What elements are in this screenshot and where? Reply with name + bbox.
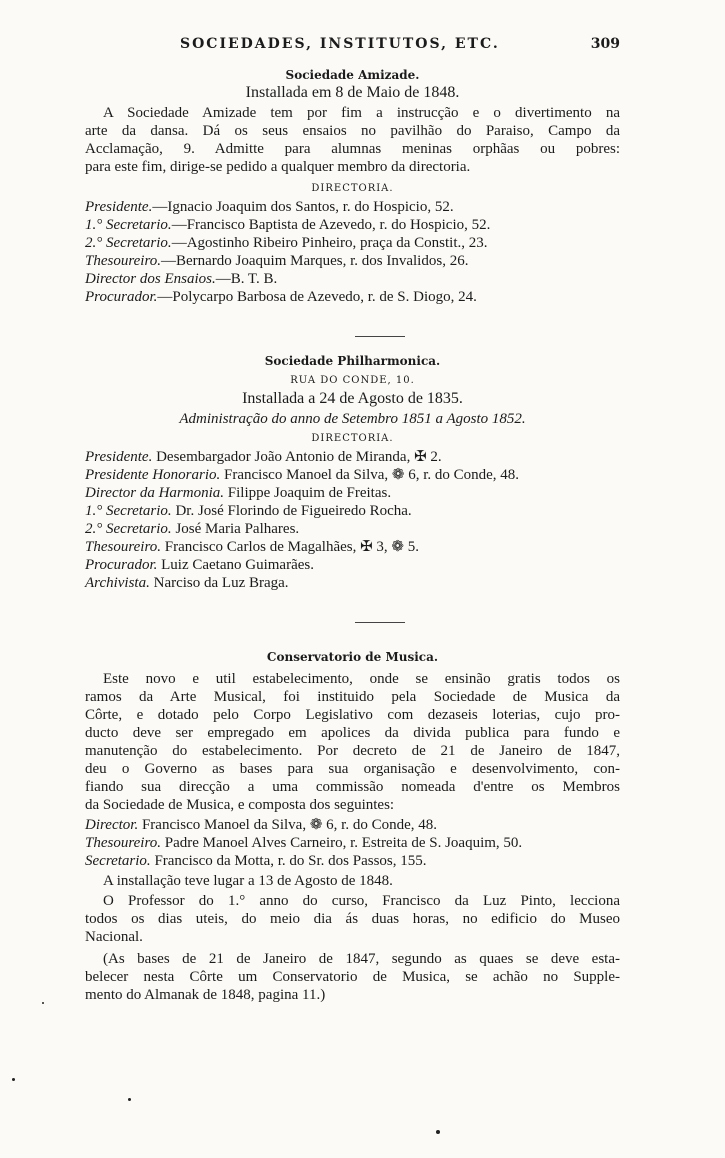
member-role: Archivista. <box>85 575 150 591</box>
philharmonica-member-row <box>85 502 620 520</box>
member-role: Presidente. <box>85 199 153 215</box>
member-role: Director da Harmonia. <box>85 485 225 501</box>
philharmonica-member-row <box>85 538 620 556</box>
amizade-directoria-label: DIRECTORIA. <box>311 183 394 194</box>
conservatorio-para-line: ducto deve ser empregado em apolices da divida publica para fundo e <box>85 725 620 741</box>
conservatorio-para-line: ramos da Arte Musical, foi instituido pela Sociedade de Musica da <box>85 689 620 705</box>
amizade-para-line: A Sociedade Amizade tem por fim a instrucção e o divertimento na <box>103 105 620 121</box>
amizade-member-row <box>85 234 620 252</box>
member-text: —B. T. B. <box>215 271 278 287</box>
conservatorio-professor-line: Nacional. <box>85 929 143 945</box>
member-text: José Maria Palhares. <box>175 521 300 537</box>
member-role: 1.° Secretario. <box>85 217 172 233</box>
section-divider <box>355 336 405 337</box>
conservatorio-installation: A installação teve lugar a 13 de Agosto de 1848. <box>103 873 393 889</box>
conservatorio-note-line: mento do Almanak de 1848, pagina 11.) <box>85 987 326 1003</box>
amizade-member-row <box>85 216 620 234</box>
philharmonica-administration: Administração do anno de Setembro 1851 a Agosto 1852. <box>179 411 526 427</box>
member-text: —Francisco Baptista de Azevedo, r. do Hospicio, 52. <box>171 217 491 233</box>
ink-speck <box>12 1078 15 1081</box>
member-text: Francisco Manoel da Silva, ❁ 6, r. do Conde, 48. <box>141 817 437 833</box>
conservatorio-member-row <box>85 852 620 870</box>
member-role: 2.° Secretario. <box>85 235 172 251</box>
member-role: Thesoureiro. <box>85 253 161 269</box>
conservatorio-para-line: Côrte, e dotado pelo Corpo Legislativo com dezaseis loterias, cujo pro- <box>85 707 620 723</box>
section-divider <box>355 622 405 623</box>
conservatorio-note-line: belecer nesta Côrte um Conservatorio de Musica, se achão no Supple- <box>85 969 620 985</box>
member-text: —Agostinho Ribeiro Pinheiro, praça da Constit., 23. <box>171 235 488 251</box>
member-text: Dr. José Florindo de Figueiredo Rocha. <box>175 503 412 519</box>
amizade-para-line: Acclamação, 9. Admitte para alumnas meninas orphãas ou pobres: <box>85 141 620 157</box>
philharmonica-member-row <box>85 574 620 592</box>
member-role: Director. <box>85 817 139 833</box>
philharmonica-member-row <box>85 484 620 502</box>
member-text: —Bernardo Joaquim Marques, r. dos Invalidos, 26. <box>160 253 469 269</box>
member-text: Francisco Manoel da Silva, ❁ 6, r. do Conde, 48. <box>224 467 520 483</box>
philharmonica-member-row <box>85 520 620 538</box>
member-role: Presidente. <box>85 449 153 465</box>
amizade-installed: Installada em 8 de Maio de 1848. <box>245 84 460 101</box>
philharmonica-member-row <box>85 448 620 466</box>
philharmonica-member-row <box>85 466 620 484</box>
philharmonica-installed: Installada a 24 de Agosto de 1835. <box>242 390 463 407</box>
member-text: —Ignacio Joaquim dos Santos, r. do Hospicio, 52. <box>152 199 454 215</box>
philharmonica-directoria-label: DIRECTORIA. <box>311 433 394 444</box>
amizade-para-line: para este fim, dirige-se pedido a qualquer membro da directoria. <box>85 159 471 175</box>
conservatorio-member-row <box>85 816 620 834</box>
amizade-para-line: arte da dansa. Dá os seus ensaios no pavilhão do Paraiso, Campo da <box>85 123 620 139</box>
member-role: Thesoureiro. <box>85 835 161 851</box>
member-role: Procurador. <box>85 289 158 305</box>
member-text: Luiz Caetano Guimarães. <box>161 557 314 573</box>
member-role: Director dos Ensaios. <box>85 271 216 287</box>
ink-speck <box>436 1130 440 1134</box>
amizade-member-row <box>85 252 620 270</box>
member-text: Francisco da Motta, r. do Sr. dos Passos, 155. <box>154 853 427 869</box>
member-text: —Polycarpo Barbosa de Azevedo, r. de S. Diogo, 24. <box>157 289 477 305</box>
conservatorio-para-line: fiando sua direcção a uma commissão nomeada d'entre os Membros <box>85 779 620 795</box>
conservatorio-professor-line: todos os dias uteis, do meio dia ás duas horas, no edificio do Museo <box>85 911 620 927</box>
amizade-member-row <box>85 270 620 288</box>
member-role: Thesoureiro. <box>85 539 161 555</box>
conservatorio-member-row <box>85 834 620 852</box>
philharmonica-address: RUA DO CONDE, 10. <box>290 375 415 386</box>
conservatorio-professor-line: O Professor do 1.° anno do curso, Francisco da Luz Pinto, lecciona <box>103 893 620 909</box>
member-role: 2.° Secretario. <box>85 521 172 537</box>
member-text: Padre Manoel Alves Carneiro, r. Estreita de S. Joaquim, 50. <box>164 835 523 851</box>
conservatorio-para-line: deu o Governo as bases para sua organisação e desenvolvimento, con- <box>85 761 620 777</box>
amizade-member-row <box>85 198 620 216</box>
member-role: 1.° Secretario. <box>85 503 172 519</box>
amizade-member-row <box>85 288 620 306</box>
conservatorio-para-line: Este novo e util estabelecimento, onde se ensinão gratis todos os <box>103 671 620 687</box>
member-text: Narciso da Luz Braga. <box>153 575 289 591</box>
conservatorio-para-line: manutenção do estabelecimento. Por decreto de 21 de Janeiro de 1847, <box>85 743 620 759</box>
page-number: 309 <box>590 36 620 52</box>
conservatorio-note-line: (As bases de 21 de Janeiro de 1847, segundo as quaes se deve esta- <box>103 951 620 967</box>
member-role: Procurador. <box>85 557 158 573</box>
member-text: Filippe Joaquim de Freitas. <box>227 485 392 501</box>
section-title-amizade: Sociedade Amizade. <box>285 68 420 82</box>
ink-speck <box>128 1098 131 1101</box>
conservatorio-para-line: da Sociedade de Musica, e composta dos seguintes: <box>85 797 395 813</box>
ink-speck <box>42 1002 44 1004</box>
section-title-philharmonica: Sociedade Philharmonica. <box>264 354 441 368</box>
member-role: Secretario. <box>85 853 151 869</box>
member-role: Presidente Honorario. <box>85 467 221 483</box>
running-header <box>180 36 620 52</box>
section-title-conservatorio: Conservatorio de Musica. <box>266 650 439 664</box>
philharmonica-member-row <box>85 556 620 574</box>
member-text: Francisco Carlos de Magalhães, ✠ 3, ❁ 5. <box>164 539 419 555</box>
member-text: Desembargador João Antonio de Miranda, ✠ 2. <box>156 449 442 465</box>
running-title: SOCIEDADES, INSTITUTOS, ETC. <box>180 36 500 52</box>
